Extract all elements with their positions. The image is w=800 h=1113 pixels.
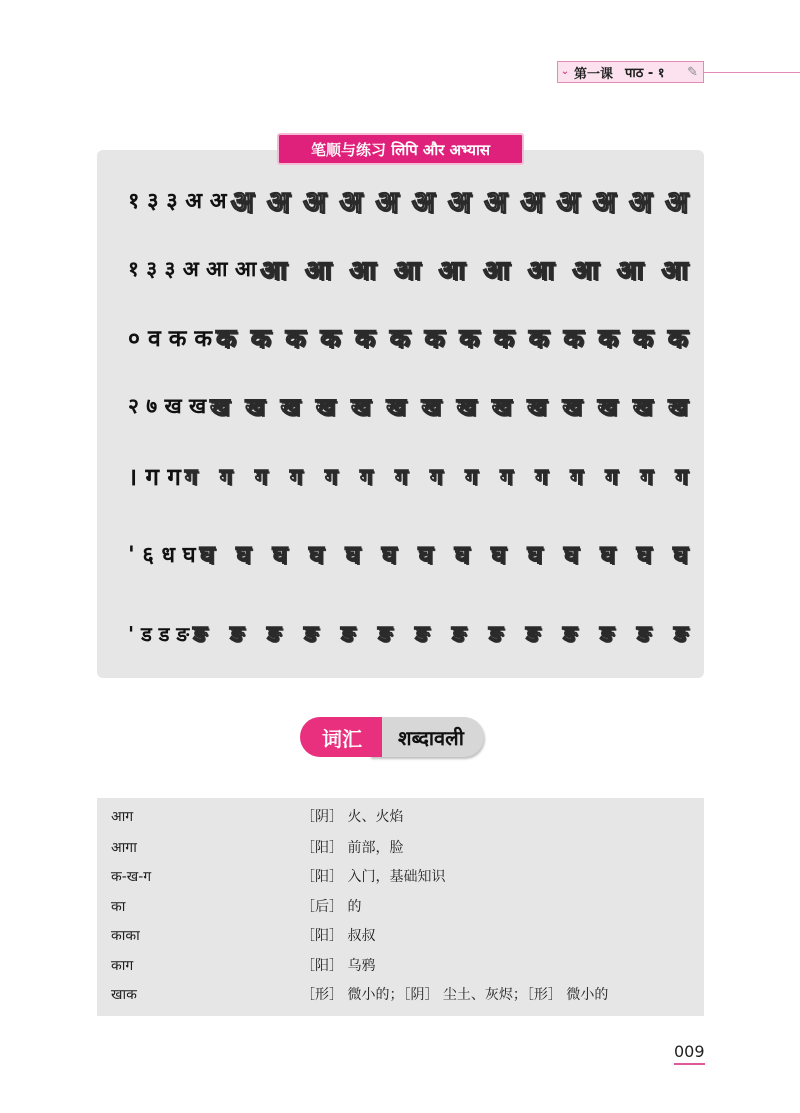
vocab-definition: ［阳］ 入门，基础知识 bbox=[301, 869, 446, 885]
practice-glyph: ख bbox=[280, 392, 301, 421]
practice-glyph: ङ bbox=[636, 622, 651, 647]
practice-glyph: क bbox=[494, 324, 515, 354]
practice-glyphs bbox=[216, 319, 688, 355]
practice-glyph: ख bbox=[245, 392, 266, 421]
stroke-order: २ ७ ख ख bbox=[128, 394, 207, 418]
page-number: 009 bbox=[674, 1042, 705, 1065]
practice-glyph: आ bbox=[304, 256, 332, 286]
practice-glyph: आ bbox=[527, 256, 555, 286]
practice-glyph: क bbox=[285, 324, 306, 354]
practice-glyph: ख bbox=[597, 392, 618, 421]
practice-glyph: घ bbox=[345, 540, 361, 569]
practice-row-ka bbox=[128, 312, 688, 362]
practice-glyph: ग bbox=[325, 465, 338, 490]
vocab-word: आग bbox=[111, 808, 134, 825]
practice-glyph: ङ bbox=[341, 622, 356, 647]
practice-glyph: आ bbox=[572, 256, 599, 286]
practice-glyph: क bbox=[459, 324, 480, 354]
stroke-order: १ ३ ३ अ अ bbox=[128, 189, 227, 214]
practice-glyph: घ bbox=[563, 540, 579, 569]
practice-glyph: ङ bbox=[378, 622, 393, 647]
pencil-icon: ✎ bbox=[687, 64, 698, 80]
vocab-word: काग bbox=[111, 957, 134, 974]
stroke-order: ' ड ड ङ bbox=[128, 621, 190, 646]
practice-glyph: घ bbox=[454, 540, 470, 569]
practice-glyph: ख bbox=[632, 392, 653, 421]
practice-glyph: अ bbox=[339, 184, 363, 220]
practice-glyph: ग bbox=[605, 465, 618, 490]
practice-glyph: आ bbox=[438, 256, 466, 286]
practice-glyph: ङ bbox=[415, 622, 430, 647]
practice-glyph: आ bbox=[393, 256, 421, 286]
vocab-definition: ［阳］ 乌鸦 bbox=[301, 958, 376, 974]
practice-glyph: ग bbox=[184, 465, 198, 490]
practice-glyph: ङ bbox=[452, 622, 467, 647]
practice-glyphs bbox=[231, 180, 688, 221]
practice-glyph: क bbox=[563, 324, 584, 354]
practice-glyph: ग bbox=[289, 465, 303, 490]
lesson-tab bbox=[557, 61, 704, 83]
practice-row-nga bbox=[128, 608, 688, 658]
practice-glyph: घ bbox=[308, 540, 324, 569]
practice-glyph: ङ bbox=[563, 622, 578, 647]
practice-glyph: ख bbox=[456, 392, 477, 421]
practice-glyph: क bbox=[667, 324, 688, 354]
vocab-word: का bbox=[111, 898, 126, 915]
practice-glyph: अ bbox=[266, 184, 290, 220]
practice-glyph: घ bbox=[199, 540, 215, 569]
practice-glyph: अ bbox=[592, 184, 616, 220]
practice-glyph: ङ bbox=[230, 622, 245, 647]
stroke-order: १ ३ ३ अ आ आ bbox=[128, 257, 257, 281]
vocab-row bbox=[97, 801, 704, 831]
practice-glyph: ख bbox=[562, 392, 583, 421]
practice-glyphs bbox=[210, 390, 688, 423]
practice-glyph: घ bbox=[636, 540, 652, 569]
practice-glyph: ङ bbox=[304, 622, 319, 647]
practice-glyph: अ bbox=[447, 184, 471, 220]
practice-glyph: ग bbox=[219, 465, 233, 490]
practice-glyph: ग bbox=[430, 465, 443, 490]
vocab-word: खाक bbox=[111, 986, 137, 1003]
vocab-row bbox=[97, 861, 704, 891]
practice-glyph: ङ bbox=[267, 622, 282, 647]
practice-glyph: ङ bbox=[489, 622, 504, 647]
stroke-order: । ग ग bbox=[128, 462, 181, 491]
practice-glyph: अ bbox=[230, 184, 254, 220]
practice-row-ga bbox=[128, 451, 688, 501]
practice-glyph: आ bbox=[616, 256, 644, 286]
practice-glyph: आ bbox=[483, 256, 510, 286]
vocab-word: क-ख-ग bbox=[111, 868, 152, 885]
practice-row-aa bbox=[128, 244, 688, 294]
practice-glyph: आ bbox=[349, 256, 376, 286]
practice-glyph: घ bbox=[491, 540, 506, 569]
practice-glyph: ग bbox=[640, 465, 653, 490]
vocab-row bbox=[97, 950, 704, 980]
lesson-label-cn: 第一课 bbox=[574, 66, 614, 82]
stroke-order: ० व क क bbox=[128, 326, 213, 352]
vocab-definition: ［阴］ 火、火焰 bbox=[301, 809, 404, 825]
practice-glyph: घ bbox=[673, 540, 688, 569]
practice-glyph: क bbox=[250, 324, 271, 354]
practice-glyph: क bbox=[389, 324, 410, 354]
practice-glyph: ग bbox=[254, 465, 268, 490]
practice-glyph: ख bbox=[492, 392, 512, 421]
vocab-row bbox=[97, 891, 704, 921]
vocab-row bbox=[97, 832, 704, 862]
practice-glyph: अ bbox=[556, 184, 580, 220]
practice-glyph: क bbox=[528, 324, 549, 354]
header-divider bbox=[703, 72, 800, 73]
practice-row-gha bbox=[128, 529, 688, 579]
practice-glyph: ङ bbox=[673, 622, 688, 647]
practice-glyph: ङ bbox=[599, 622, 614, 647]
practice-row-a bbox=[128, 175, 688, 225]
practice-glyph: ग bbox=[675, 465, 688, 490]
practice-glyph: क bbox=[633, 324, 654, 354]
practice-glyph: आ bbox=[661, 256, 688, 286]
practice-glyph: ख bbox=[386, 392, 406, 421]
practice-glyph: ग bbox=[535, 465, 548, 490]
practice-glyphs bbox=[185, 461, 688, 491]
practice-glyph: अ bbox=[628, 184, 652, 220]
stroke-order: ' ६ ध घ bbox=[128, 543, 196, 568]
practice-row-kha bbox=[128, 381, 688, 431]
practice-glyph: ख bbox=[668, 392, 688, 421]
practice-glyph: अ bbox=[411, 184, 435, 220]
practice-glyph: ग bbox=[395, 465, 408, 490]
vocabulary-table bbox=[97, 798, 704, 1016]
vocab-row bbox=[97, 979, 704, 1009]
practice-glyph: अ bbox=[302, 184, 326, 220]
vocab-definition: ［阳］ 前部，脸 bbox=[301, 840, 404, 856]
practice-title: 笔顺与练习 लिपि और अभ्यास bbox=[277, 133, 524, 165]
vocab-definition: ［后］ 的 bbox=[301, 899, 362, 915]
practice-glyph: घ bbox=[600, 540, 616, 569]
practice-glyph: घ bbox=[418, 540, 433, 569]
practice-glyph: अ bbox=[520, 184, 544, 220]
practice-glyph: ख bbox=[421, 392, 442, 421]
lesson-label-hi: पाठ - १ bbox=[625, 66, 665, 81]
practice-glyphs bbox=[193, 618, 688, 648]
practice-glyph: क bbox=[320, 324, 341, 354]
vocab-definition: ［形］ 微小的；［阴］ 尘土、灰烬；［形］ 微小的 bbox=[301, 987, 609, 1003]
practice-glyph: ग bbox=[570, 465, 583, 490]
practice-glyph: ग bbox=[500, 465, 513, 490]
vocabulary-heading bbox=[300, 717, 484, 757]
practice-glyph: ङ bbox=[526, 622, 541, 647]
vocabulary-title-cn: 词汇 bbox=[300, 717, 382, 757]
practice-glyphs bbox=[200, 537, 688, 571]
practice-glyph: अ bbox=[375, 184, 399, 220]
vocab-row bbox=[97, 920, 704, 950]
practice-glyph: ग bbox=[360, 465, 373, 490]
practice-glyph: घ bbox=[236, 540, 251, 569]
practice-glyph: ङ bbox=[193, 622, 208, 647]
practice-glyph: घ bbox=[381, 540, 397, 569]
practice-glyph: अ bbox=[484, 184, 507, 220]
practice-glyph: ख bbox=[210, 392, 230, 421]
vocab-word: आगा bbox=[111, 839, 137, 856]
practice-glyphs bbox=[260, 251, 688, 287]
practice-glyph: ख bbox=[527, 392, 547, 421]
practice-glyph: क bbox=[355, 324, 376, 354]
practice-glyph: क bbox=[424, 324, 445, 354]
practice-glyph: क bbox=[216, 324, 237, 354]
vocab-definition: ［阳］ 叔叔 bbox=[301, 928, 376, 944]
practice-glyph: क bbox=[598, 324, 619, 354]
vocab-word: काका bbox=[111, 927, 140, 944]
practice-glyph: ख bbox=[315, 392, 336, 421]
practice-glyph: ग bbox=[465, 465, 478, 490]
practice-glyph: घ bbox=[527, 540, 543, 569]
practice-glyph: ख bbox=[351, 392, 371, 421]
practice-glyph: घ bbox=[272, 540, 288, 569]
practice-glyph: अ bbox=[665, 184, 688, 220]
practice-glyph: आ bbox=[260, 256, 287, 286]
chevron-down-icon: ⌄ bbox=[560, 66, 570, 77]
vocabulary-title-hi: शब्दावली bbox=[370, 717, 484, 757]
